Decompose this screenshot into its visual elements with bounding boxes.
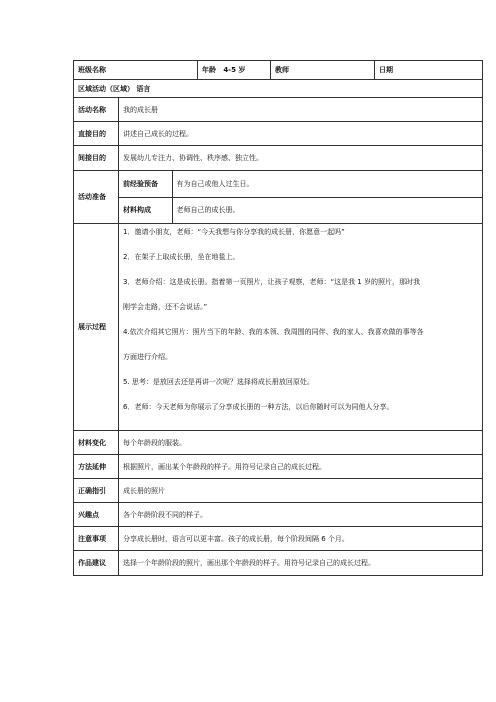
interest-row [74,503,483,527]
process-step: 3．老师介绍：这是成长册。指着第一页照片，让孩子观察，老师：“这是我 1 岁的照片，那时我 [123,278,420,286]
indirect-goal-label: 间接目的 [74,146,119,171]
extension-label: 方法延伸 [74,455,119,479]
material-value: 老师自己的成长册。 [176,206,240,215]
prep-subtable [119,171,482,223]
lesson-plan-sheet [73,60,482,576]
interest-value: 各个年龄阶段不同的样子。 [119,503,483,527]
direct-goal-value: 讲述自己成长的过程。 [119,122,483,146]
prep-row [74,171,483,224]
correct-pointer-row [74,479,483,503]
material-label: 材料构成 [119,197,172,223]
prep-content [119,171,483,224]
prior-experience-value: 有为自己或他人过生日。 [172,171,482,197]
age-label: 年龄 [202,66,216,74]
process-step: 4.依次介绍其它照片：照片当下的年龄、我的本领、我周围的同伴、我的家人、我喜欢做的事等各 [123,328,424,336]
lesson-plan-table [73,60,483,576]
process-step: 方面进行介绍。 [123,353,172,361]
notes-value: 分享成长册时，语言可以更丰富。孩子的成长册，每个阶段间隔 6 个月。 [119,527,483,551]
activity-name-value: 我的成长册 [119,98,483,122]
age-value: 4-5 岁 [223,66,246,74]
age-cell [198,61,271,80]
suggestion-label: 作品建议 [74,551,119,576]
notes-label: 注意事项 [74,527,119,551]
date-label: 日期 [375,61,483,80]
variation-value: 每个年龄段的服装。 [119,431,483,455]
variation-label: 材料变化 [74,431,119,455]
process-label: 展示过程 [74,224,119,431]
material-row [119,197,482,223]
extension-row [74,455,483,479]
teacher-label: 教师 [271,61,375,80]
suggestion-row [74,551,483,576]
class-name-label: 班级名称 [74,61,198,80]
process-content [119,224,483,431]
process-step: 6．老师：今天老师为你展示了分享成长册的一种方法，以后你随时可以为同他人分享。 [123,403,394,411]
correct-pointer-label: 正确指引 [74,479,119,503]
activity-name-label: 活动名称 [74,98,119,122]
notes-row [74,527,483,551]
activity-name-row [74,98,483,122]
process-row [74,224,483,431]
direct-goal-label: 直接目的 [74,122,119,146]
interest-label: 兴趣点 [74,503,119,527]
header-row [74,61,483,80]
indirect-goal-value: 发展幼儿专注力、协调性、秩序感、独立性。 [119,146,483,171]
prior-experience-row [119,171,482,197]
direct-goal-row [74,122,483,146]
prior-experience-label: 前经验预备 [119,171,172,197]
process-step: 5. 思考：是放回去还是再讲一次呢？选择将成长册放回原处。 [123,378,314,386]
area-row [74,80,483,98]
variation-row [74,431,483,455]
extension-value: 根据照片，画出某个年龄段的样子。用符号记录自己的成长过程。 [119,455,483,479]
indirect-goal-row [74,146,483,171]
correct-pointer-value: 成长册的照片 [119,479,483,503]
process-step: 刚学会走路，还不会说话。” [123,303,208,311]
process-step: 2．在架子上取成长册，坐在地毯上。 [123,253,240,261]
suggestion-value: 选择一个年龄阶段的照片，画出那个年龄段的样子。用符号记录自己的成长过程。 [119,551,483,576]
prep-label: 活动准备 [74,171,119,224]
area-label: 区域活动（区域） 语言 [74,80,483,98]
process-step: 1．邀请小朋友，老师：“今天我想与你分享我的成长册，你愿意一起吗” [123,228,345,236]
